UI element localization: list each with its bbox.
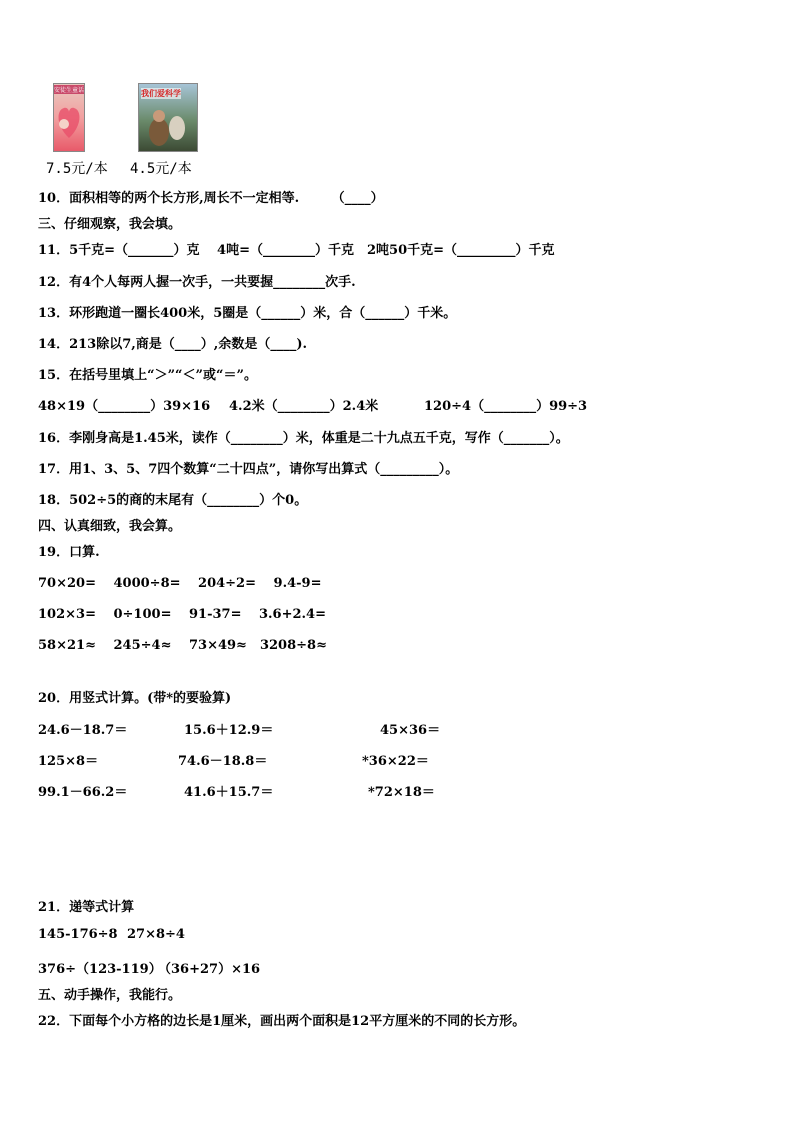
q19-row-2: 102×3= 0÷100= 91-37= 3.6+2.4= <box>38 607 326 622</box>
q20-item: 99.1－66.2＝ <box>38 785 128 800</box>
question-21: 21．递等式计算 <box>38 900 135 915</box>
characters-illustration <box>139 102 197 152</box>
section-4-heading: 四、认真细致，我会算。 <box>38 519 182 534</box>
question-18: 18．502÷5的商的末尾有（________）个0。 <box>38 493 308 508</box>
question-15: 15．在括号里填上“＞”“＜”或“＝”。 <box>38 368 257 383</box>
q21-item: 27×8÷4 <box>127 927 185 942</box>
q21-item: 145-176÷8 <box>38 927 118 942</box>
q19-row-1: 70×20= 4000÷8= 204÷2= 9.4-9= <box>38 576 322 591</box>
q20-item: 74.6－18.8＝ <box>178 754 268 769</box>
question-17: 17．用1、3、5、7四个数算“二十四点”，请你写出算式（_________）。 <box>38 462 459 477</box>
q20-item: 15.6＋12.9＝ <box>184 723 274 738</box>
book-cover-science <box>138 83 198 152</box>
section-5-heading: 五、动手操作，我能行。 <box>38 988 182 1003</box>
q20-item: 24.6－18.7＝ <box>38 723 128 738</box>
q15-item-3: 120÷4（________）99÷3 <box>424 399 588 414</box>
section-3-heading: 三、仔细观察，我会填。 <box>38 217 182 232</box>
heart-illustration <box>54 96 84 146</box>
question-13: 13．环形跑道一圈长400米，5圈是（______）米，合（______）千米。 <box>38 306 457 321</box>
book-cover-title: 安徒生童话 <box>54 87 84 94</box>
q19-row-3: 58×21≈ 245÷4≈ 73×49≈ 3208÷8≈ <box>38 638 327 653</box>
q20-item: *72×18＝ <box>368 785 435 800</box>
question-11: 11．5千克=（_______）克 4吨=（________）千克 2吨50千克=（_________）千克 <box>38 243 555 258</box>
question-10: 10．面积相等的两个长方形,周长不一定相等. （____） <box>38 191 384 206</box>
q21-item: 376÷（123-119） <box>38 962 162 977</box>
question-22: 22．下面每个小方格的边长是1厘米，画出两个面积是12平方厘米的不同的长方形。 <box>38 1014 526 1029</box>
q20-item: 125×8＝ <box>38 754 99 769</box>
q20-item: 45×36＝ <box>380 723 441 738</box>
q15-item-2: 4.2米（________）2.4米 <box>229 399 379 414</box>
price-label-2: 4.5元/本 <box>130 161 192 177</box>
price-label-1: 7.5元/本 <box>46 161 108 177</box>
question-19: 19．口算. <box>38 545 100 560</box>
question-16: 16．李刚身高是1.45米，读作（________）米，体重是二十九点五千克，写作（_______）。 <box>38 431 569 446</box>
q20-item: *36×22＝ <box>362 754 429 769</box>
q15-item-1: 48×19（________）39×16 <box>38 399 211 414</box>
q21-item: （36+27）×16 <box>158 962 261 977</box>
book-cover-title: 我们爱科学 <box>141 89 181 98</box>
q20-item: 41.6＋15.7＝ <box>184 785 274 800</box>
question-14: 14．213除以7,商是（____）,余数是（____). <box>38 337 308 352</box>
question-20: 20．用竖式计算。(带*的要验算) <box>38 691 232 706</box>
question-12: 12．有4个人每两人握一次手，一共要握________次手. <box>38 275 356 290</box>
book-cover-fairy-tales <box>53 83 85 152</box>
